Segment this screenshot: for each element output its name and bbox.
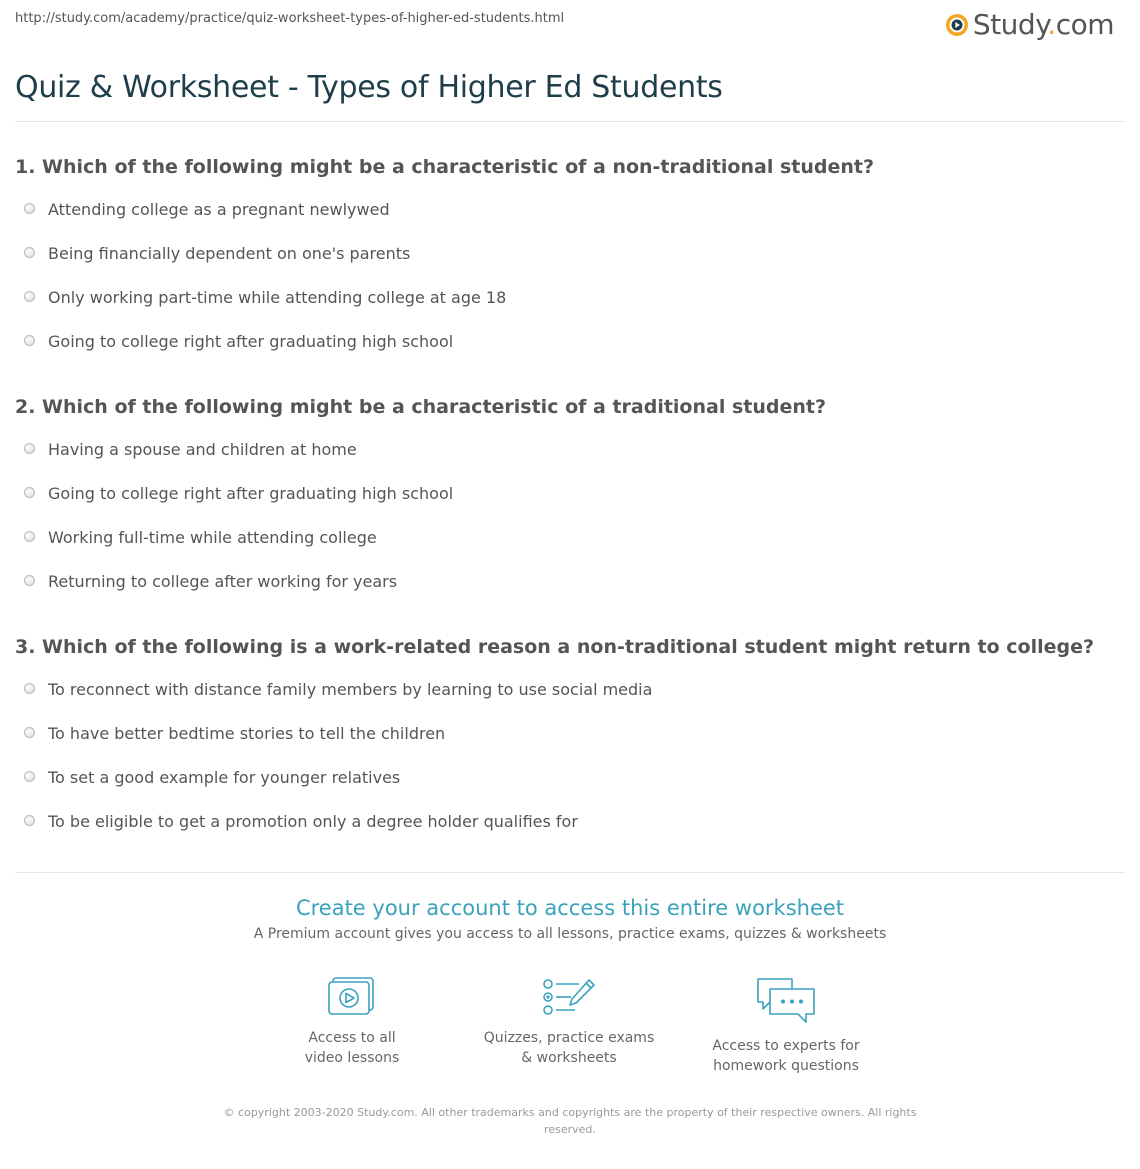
create-account-link[interactable]: Create your account to access this entire worksheet — [295, 896, 845, 920]
answer-option[interactable] — [24, 332, 453, 352]
feature-experts — [686, 976, 886, 1076]
answer-option[interactable] — [24, 288, 506, 308]
radio-button[interactable] — [24, 771, 35, 782]
answer-option[interactable] — [24, 244, 410, 264]
question-1 — [15, 155, 1125, 351]
radio-button[interactable] — [24, 335, 35, 346]
copyright-footer — [210, 1104, 930, 1138]
feature-video-lessons — [252, 976, 452, 1068]
page-url: http://study.com/academy/practice/quiz-worksheet-types-of-higher-ed-students.html — [15, 11, 565, 26]
radio-button[interactable] — [24, 815, 35, 826]
option-label: Working full-time while attending college — [48, 528, 377, 547]
answer-option[interactable] — [24, 200, 390, 220]
question-text: 3. Which of the following is a work-related reason a non-traditional student might return to college? — [15, 636, 1094, 658]
study-logo[interactable] — [945, 8, 1114, 41]
radio-button[interactable] — [24, 443, 35, 454]
question-2 — [15, 395, 1125, 591]
option-label: Going to college right after graduating high school — [48, 484, 454, 503]
answer-option[interactable] — [24, 768, 400, 788]
answer-option[interactable] — [24, 440, 357, 460]
footer-line-1: © copyright 2003-2020 Study.com. All other trademarks and copyrights are the property of their respective owners. All rights — [223, 1106, 917, 1119]
option-label: To have better bedtime stories to tell the children — [48, 724, 446, 743]
option-label: Attending college as a pregnant newlywed — [48, 200, 390, 219]
radio-button[interactable] — [24, 247, 35, 258]
footer-line-2: reserved. — [544, 1123, 596, 1136]
radio-button[interactable] — [24, 531, 35, 542]
answer-option[interactable] — [24, 680, 652, 700]
video-lessons-icon — [326, 976, 378, 1020]
page-title: Quiz & Worksheet - Types of Higher Ed Students — [15, 70, 723, 105]
radio-button[interactable] — [24, 683, 35, 694]
cta-subtitle: A Premium account gives you access to all lessons, practice exams, quizzes & worksheets — [253, 926, 887, 942]
answer-option[interactable] — [24, 724, 445, 744]
question-text: 1. Which of the following might be a characteristic of a non-traditional student? — [15, 156, 874, 178]
feature-line-1: Quizzes, practice exams — [483, 1030, 655, 1046]
option-label: Being financially dependent on one's parents — [48, 244, 411, 263]
option-label: Going to college right after graduating high school — [48, 332, 454, 351]
option-label: Returning to college after working for years — [48, 572, 398, 591]
logo-wordmark: Study.com — [972, 8, 1114, 41]
radio-button[interactable] — [24, 487, 35, 498]
play-circle-icon — [945, 13, 969, 37]
feature-quizzes — [469, 976, 669, 1068]
feature-line-1: Access to all — [308, 1030, 396, 1046]
cta-divider — [15, 872, 1125, 873]
feature-line-2: homework questions — [713, 1058, 859, 1074]
feature-line-2: & worksheets — [521, 1050, 617, 1066]
feature-line-2: video lessons — [304, 1050, 400, 1066]
answer-option[interactable] — [24, 528, 377, 548]
option-label: To be eligible to get a promotion only a degree holder qualifies for — [48, 812, 578, 831]
option-label: Having a spouse and children at home — [48, 440, 357, 459]
radio-button[interactable] — [24, 291, 35, 302]
answer-option[interactable] — [24, 812, 578, 832]
chat-bubbles-icon — [754, 976, 818, 1028]
option-label: To reconnect with distance family members by learning to use social media — [48, 680, 653, 699]
quiz-checklist-icon — [541, 976, 597, 1020]
answer-option[interactable] — [24, 572, 397, 592]
radio-button[interactable] — [24, 203, 35, 214]
radio-button[interactable] — [24, 575, 35, 586]
feature-line-1: Access to experts for — [712, 1038, 860, 1054]
option-label: Only working part-time while attending college at age 18 — [48, 288, 507, 307]
title-divider — [15, 121, 1125, 122]
option-label: To set a good example for younger relatives — [48, 768, 401, 787]
question-text: 2. Which of the following might be a characteristic of a traditional student? — [15, 396, 826, 418]
answer-option[interactable] — [24, 484, 453, 504]
radio-button[interactable] — [24, 727, 35, 738]
question-3 — [15, 635, 1125, 831]
